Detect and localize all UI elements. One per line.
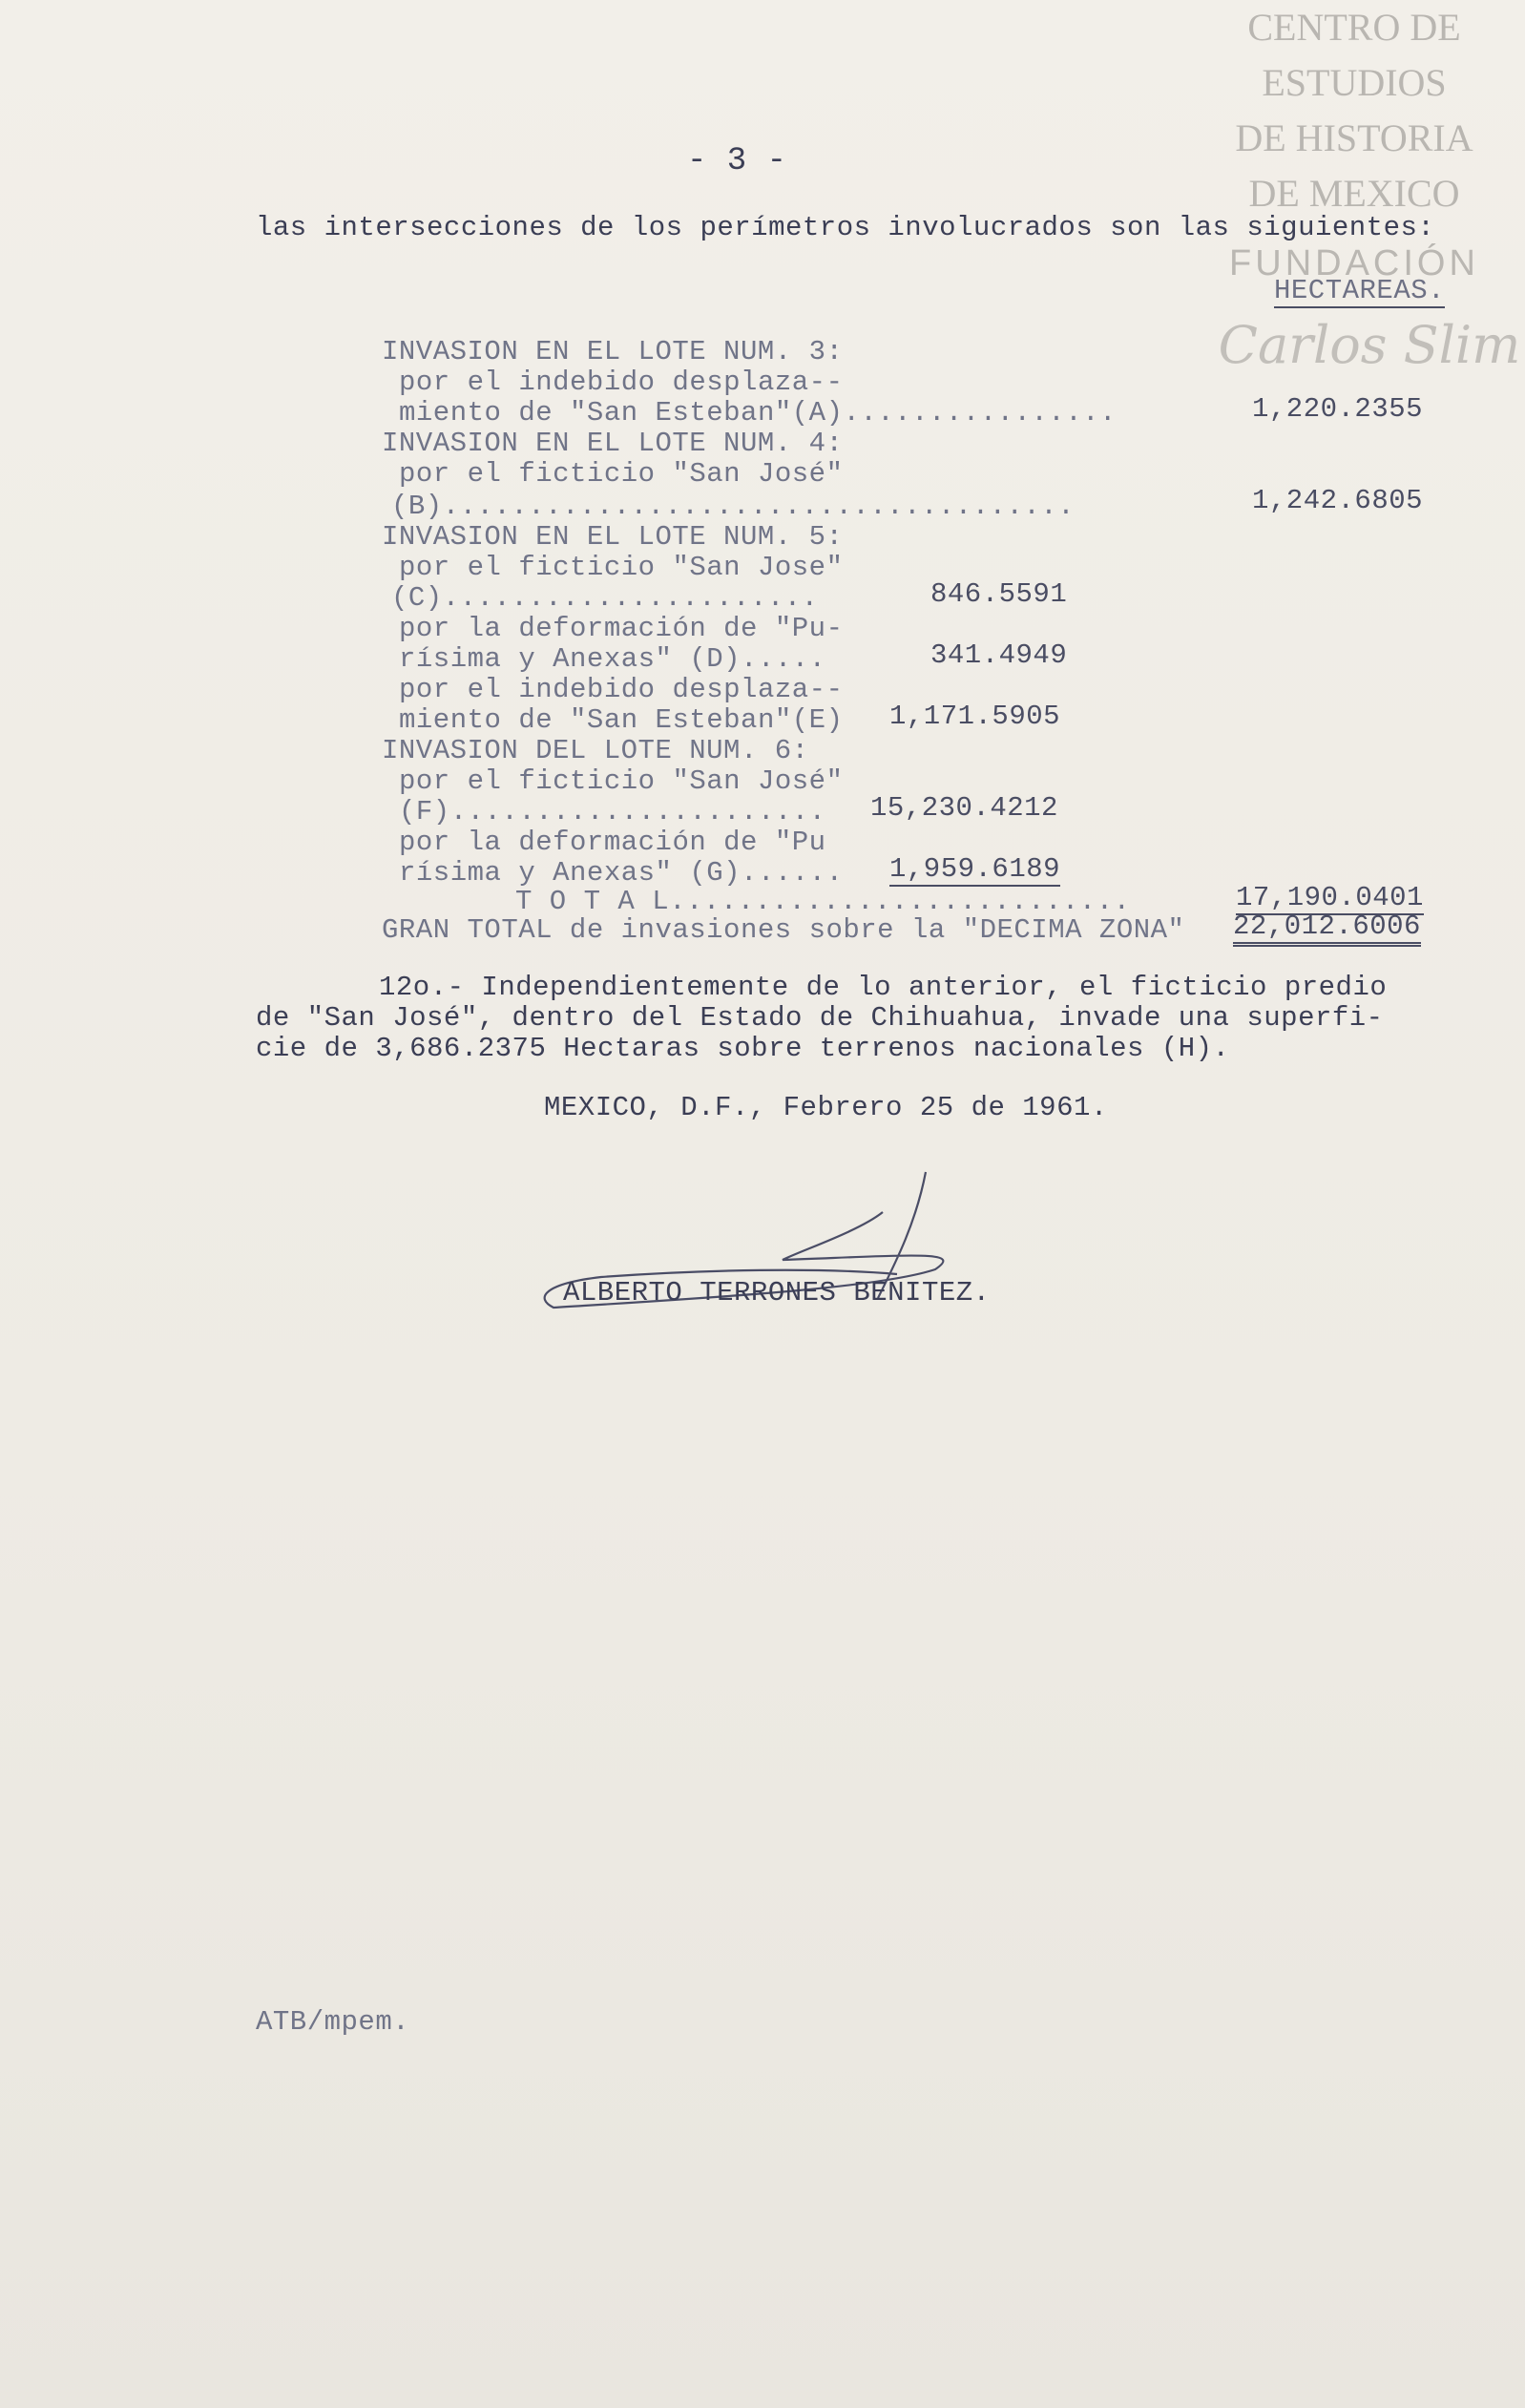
- watermark-line: DE MEXICO: [1248, 172, 1460, 215]
- grand-total-label: GRAN TOTAL de invasiones sobre la "DECIMA ZONA": [382, 914, 1185, 946]
- line: por la deformación de "Pu-: [399, 613, 844, 644]
- value-d: 341.4949: [930, 639, 1068, 671]
- line: (C)......................: [391, 582, 819, 614]
- paragraph-line: cie de 3,686.2375 Hectaras sobre terrenos nacionales (H).: [256, 1033, 1230, 1064]
- lote-6-heading: INVASION DEL LOTE NUM. 6:: [382, 735, 809, 766]
- hectares-a: 1,220.2355: [1252, 393, 1424, 425]
- date-line: MEXICO, D.F., Febrero 25 de 1961.: [544, 1092, 1108, 1123]
- line: por el ficticio "San Jose": [399, 552, 844, 583]
- watermark-line: CENTRO DE: [1247, 6, 1461, 49]
- line: por el ficticio "San José": [399, 765, 844, 797]
- line: por el ficticio "San José": [399, 458, 844, 490]
- watermark-institution: [1183, 0, 1525, 221]
- lote-5-heading: INVASION EN EL LOTE NUM. 5:: [382, 521, 844, 553]
- line: miento de "San Esteban"(A)................: [399, 397, 1117, 429]
- paragraph-line: de "San José", dentro del Estado de Chihuahua, invade una superfi-: [256, 1002, 1384, 1034]
- watermark-line: DE HISTORIA: [1235, 116, 1473, 159]
- line: por el indebido desplaza--: [399, 366, 844, 398]
- hectares-b: 1,242.6805: [1252, 485, 1424, 516]
- signatory-name: ALBERTO TERRONES BENITEZ.: [563, 1277, 991, 1309]
- intro-line: las intersecciones de los perímetros involucrados son las siguientes:: [256, 212, 1435, 243]
- value-g: 1,959.6189: [889, 853, 1061, 885]
- hectares-total: 17,190.0401: [1236, 882, 1424, 913]
- lote-3-heading: INVASION EN EL LOTE NUM. 3:: [382, 336, 844, 367]
- line: (B).....................................: [391, 491, 1076, 522]
- line: por la deformación de "Pu: [399, 827, 826, 858]
- watermark-fundacion: FUNDACIÓN: [1229, 243, 1479, 283]
- total-label: T O T A L...........................: [515, 886, 1131, 917]
- value-f: 15,230.4212: [870, 792, 1058, 824]
- line: miento de "San Esteban"(E): [399, 704, 844, 736]
- column-header: HECTAREAS.: [1274, 275, 1446, 306]
- initials: ATB/mpem.: [256, 2006, 410, 2038]
- line: rísima y Anexas" (D).....: [399, 643, 826, 675]
- hectares-grand-total: 22,012.6006: [1233, 911, 1421, 947]
- line: por el indebido desplaza--: [399, 674, 844, 705]
- line: (F)......................: [399, 796, 826, 827]
- watermark-signature: Carlos Slim: [1218, 315, 1521, 375]
- lote-4-heading: INVASION EN EL LOTE NUM. 4:: [382, 428, 844, 459]
- watermark-line: ESTUDIOS: [1262, 61, 1447, 104]
- line: rísima y Anexas" (G)......: [399, 857, 844, 889]
- page-number: - 3 -: [687, 143, 787, 179]
- value-e: 1,171.5905: [889, 701, 1061, 732]
- paragraph-line: 12o.- Independientemente de lo anterior, el ficticio predio: [379, 972, 1388, 1003]
- value-c: 846.5591: [930, 578, 1068, 610]
